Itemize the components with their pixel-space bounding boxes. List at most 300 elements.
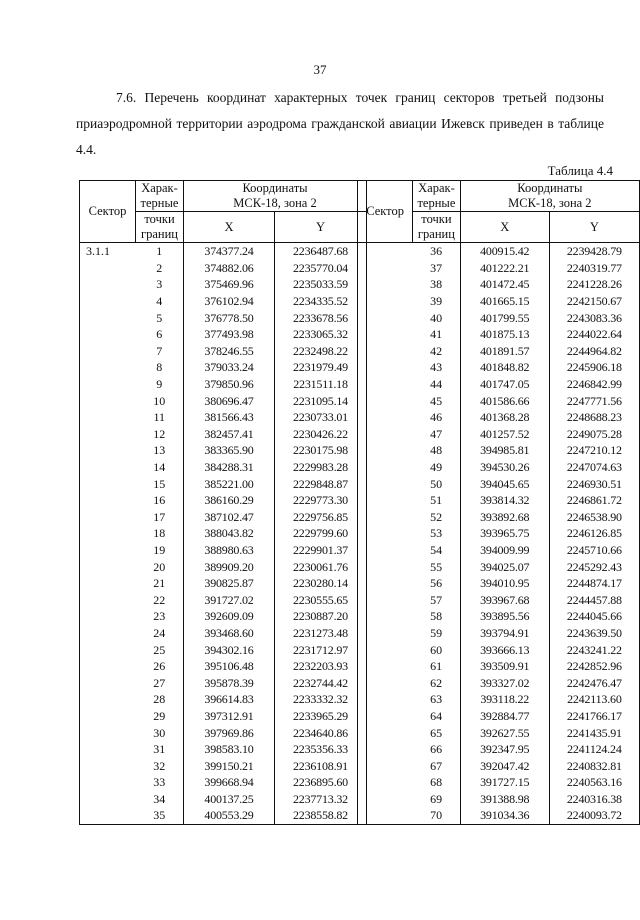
sector-cell: [80, 376, 136, 393]
table-row: [80, 625, 367, 642]
sector-cell: [358, 376, 413, 393]
header-points-cont: точки границ: [136, 212, 184, 243]
section-heading: 7.6. Перечень координат характерных точек границ секторов третьей подзоны приаэродромной территории аэродрома гражданской авиации Ижевск приведен в таблице 4.4.: [76, 90, 604, 157]
sector-cell: [80, 757, 136, 774]
table-row: [80, 774, 367, 791]
y-coordinate-cell: 2247074.63: [549, 459, 639, 476]
point-number-cell: 13: [136, 442, 184, 459]
table-row: [80, 791, 367, 808]
header-points: Харак- терные: [136, 181, 184, 212]
y-coordinate-cell: 2241766.17: [549, 708, 639, 725]
y-coordinate-cell: 2239428.79: [549, 243, 639, 260]
x-coordinate-cell: 388043.82: [184, 525, 275, 542]
point-number-cell: 27: [136, 674, 184, 691]
sector-cell: [80, 542, 136, 559]
point-number-cell: 31: [136, 741, 184, 758]
point-number-cell: 58: [413, 608, 461, 625]
table-row: [358, 359, 640, 376]
table-row: [80, 392, 367, 409]
y-coordinate-cell: 2246861.72: [549, 492, 639, 509]
point-number-cell: 12: [136, 426, 184, 443]
x-coordinate-cell: 401368.28: [460, 409, 549, 426]
y-coordinate-cell: 2230733.01: [275, 409, 367, 426]
sector-cell: [80, 359, 136, 376]
point-number-cell: 30: [136, 724, 184, 741]
x-coordinate-cell: 394530.26: [460, 459, 549, 476]
point-number-cell: 21: [136, 575, 184, 592]
sector-cell: [358, 691, 413, 708]
x-coordinate-cell: 392047.42: [460, 757, 549, 774]
x-coordinate-cell: 393892.68: [460, 509, 549, 526]
point-number-cell: 46: [413, 409, 461, 426]
x-coordinate-cell: 386160.29: [184, 492, 275, 509]
x-coordinate-cell: 392884.77: [460, 708, 549, 725]
x-coordinate-cell: 393509.91: [460, 658, 549, 675]
header-x: X: [460, 212, 549, 243]
y-coordinate-cell: 2236895.60: [275, 774, 367, 791]
point-number-cell: 51: [413, 492, 461, 509]
sector-cell: [358, 409, 413, 426]
y-coordinate-cell: 2245906.18: [549, 359, 639, 376]
point-number-cell: 42: [413, 343, 461, 360]
x-coordinate-cell: 400553.29: [184, 807, 275, 824]
table-row: [358, 376, 640, 393]
sector-cell: [358, 757, 413, 774]
sector-cell: [80, 807, 136, 824]
y-coordinate-cell: 2231095.14: [275, 392, 367, 409]
sector-cell: [358, 260, 413, 277]
table-row: [80, 409, 367, 426]
point-number-cell: 9: [136, 376, 184, 393]
table-row: [80, 542, 367, 559]
x-coordinate-cell: 401848.82: [460, 359, 549, 376]
sector-cell: [80, 492, 136, 509]
x-coordinate-cell: 393327.02: [460, 674, 549, 691]
y-coordinate-cell: 2246126.85: [549, 525, 639, 542]
y-coordinate-cell: 2235033.59: [275, 276, 367, 293]
point-number-cell: 57: [413, 591, 461, 608]
x-coordinate-cell: 379033.24: [184, 359, 275, 376]
y-coordinate-cell: 2232744.42: [275, 674, 367, 691]
header-sector: Сектор: [358, 181, 413, 243]
sector-cell: [80, 392, 136, 409]
table-row: [80, 575, 367, 592]
x-coordinate-cell: 393118.22: [460, 691, 549, 708]
table-row: [80, 708, 367, 725]
x-coordinate-cell: 391727.02: [184, 591, 275, 608]
y-coordinate-cell: 2237713.32: [275, 791, 367, 808]
y-coordinate-cell: 2230061.76: [275, 558, 367, 575]
point-number-cell: 67: [413, 757, 461, 774]
table-row: [80, 591, 367, 608]
point-number-cell: 43: [413, 359, 461, 376]
table-row: [80, 260, 367, 277]
sector-cell: [358, 426, 413, 443]
sector-cell: [80, 426, 136, 443]
header-y: Y: [275, 212, 367, 243]
table-row: [80, 276, 367, 293]
header-points-cont: точки границ: [413, 212, 461, 243]
x-coordinate-cell: 379850.96: [184, 376, 275, 393]
table-row: [358, 442, 640, 459]
y-coordinate-cell: 2236487.68: [275, 243, 367, 260]
table-row: [358, 575, 640, 592]
point-number-cell: 22: [136, 591, 184, 608]
table-row: [358, 542, 640, 559]
table-row: [358, 691, 640, 708]
table-row: [358, 475, 640, 492]
sector-cell: [358, 343, 413, 360]
table-row: [358, 608, 640, 625]
table-row: [358, 309, 640, 326]
y-coordinate-cell: 2240093.72: [549, 807, 639, 824]
sector-cell: [80, 625, 136, 642]
table-row: [358, 260, 640, 277]
y-coordinate-cell: 2232203.93: [275, 658, 367, 675]
y-coordinate-cell: 2229901.37: [275, 542, 367, 559]
coordinates-table-right: [357, 180, 640, 825]
point-number-cell: 61: [413, 658, 461, 675]
point-number-cell: 3: [136, 276, 184, 293]
y-coordinate-cell: 2241435.91: [549, 724, 639, 741]
table-row: [80, 509, 367, 526]
y-coordinate-cell: 2235770.04: [275, 260, 367, 277]
table-row: [80, 243, 367, 260]
point-number-cell: 36: [413, 243, 461, 260]
table-row: [80, 376, 367, 393]
x-coordinate-cell: 399668.94: [184, 774, 275, 791]
y-coordinate-cell: 2243639.50: [549, 625, 639, 642]
x-coordinate-cell: 382457.41: [184, 426, 275, 443]
y-coordinate-cell: 2238558.82: [275, 807, 367, 824]
x-coordinate-cell: 401472.45: [460, 276, 549, 293]
y-coordinate-cell: 2229983.28: [275, 459, 367, 476]
y-coordinate-cell: 2244045.66: [549, 608, 639, 625]
point-number-cell: 8: [136, 359, 184, 376]
sector-cell: [80, 276, 136, 293]
point-number-cell: 38: [413, 276, 461, 293]
table-row: [80, 492, 367, 509]
sector-cell: [358, 392, 413, 409]
header-coords: Координаты МСК-18, зона 2: [184, 181, 367, 212]
y-coordinate-cell: 2234335.52: [275, 293, 367, 310]
y-coordinate-cell: 2229799.60: [275, 525, 367, 542]
y-coordinate-cell: 2242150.67: [549, 293, 639, 310]
sector-cell: [358, 558, 413, 575]
sector-cell: [80, 608, 136, 625]
sector-cell: [80, 658, 136, 675]
coordinates-table-left: [79, 180, 367, 825]
x-coordinate-cell: 401586.66: [460, 392, 549, 409]
sector-cell: [80, 309, 136, 326]
table-row: [80, 807, 367, 824]
table-row: [358, 276, 640, 293]
sector-cell: [358, 658, 413, 675]
point-number-cell: 37: [413, 260, 461, 277]
sector-cell: [80, 343, 136, 360]
point-number-cell: 29: [136, 708, 184, 725]
table-row: [358, 708, 640, 725]
point-number-cell: 70: [413, 807, 461, 824]
sector-cell: [80, 791, 136, 808]
sector-cell: [358, 608, 413, 625]
point-number-cell: 60: [413, 641, 461, 658]
y-coordinate-cell: 2240316.38: [549, 791, 639, 808]
sector-cell: [358, 326, 413, 343]
sector-cell: [358, 509, 413, 526]
point-number-cell: 7: [136, 343, 184, 360]
point-number-cell: 53: [413, 525, 461, 542]
y-coordinate-cell: 2231273.48: [275, 625, 367, 642]
x-coordinate-cell: 399150.21: [184, 757, 275, 774]
point-number-cell: 59: [413, 625, 461, 642]
y-coordinate-cell: 2240319.77: [549, 260, 639, 277]
x-coordinate-cell: 392609.09: [184, 608, 275, 625]
sector-cell: [80, 741, 136, 758]
point-number-cell: 16: [136, 492, 184, 509]
table-row: [358, 558, 640, 575]
point-number-cell: 18: [136, 525, 184, 542]
point-number-cell: 55: [413, 558, 461, 575]
x-coordinate-cell: 395106.48: [184, 658, 275, 675]
point-number-cell: 10: [136, 392, 184, 409]
point-number-cell: 5: [136, 309, 184, 326]
table-row: [80, 724, 367, 741]
sector-cell: [80, 442, 136, 459]
x-coordinate-cell: 392347.95: [460, 741, 549, 758]
x-coordinate-cell: 395878.39: [184, 674, 275, 691]
x-coordinate-cell: 391388.98: [460, 791, 549, 808]
point-number-cell: 63: [413, 691, 461, 708]
y-coordinate-cell: 2241124.24: [549, 741, 639, 758]
point-number-cell: 4: [136, 293, 184, 310]
sector-cell: [358, 442, 413, 459]
x-coordinate-cell: 384288.31: [184, 459, 275, 476]
sector-cell: [80, 475, 136, 492]
point-number-cell: 15: [136, 475, 184, 492]
table-row: [80, 658, 367, 675]
point-number-cell: 69: [413, 791, 461, 808]
table-row: [358, 459, 640, 476]
x-coordinate-cell: 391727.15: [460, 774, 549, 791]
y-coordinate-cell: 2230280.14: [275, 575, 367, 592]
sector-cell: [358, 359, 413, 376]
table-row: [358, 525, 640, 542]
table-row: [80, 475, 367, 492]
point-number-cell: 32: [136, 757, 184, 774]
point-number-cell: 35: [136, 807, 184, 824]
y-coordinate-cell: 2232498.22: [275, 343, 367, 360]
x-coordinate-cell: 398583.10: [184, 741, 275, 758]
sector-cell: [80, 525, 136, 542]
y-coordinate-cell: 2247210.12: [549, 442, 639, 459]
x-coordinate-cell: 401665.15: [460, 293, 549, 310]
header-coords: Координаты МСК-18, зона 2: [460, 181, 639, 212]
sector-cell: [80, 326, 136, 343]
sector-cell: [358, 575, 413, 592]
table-row: [80, 608, 367, 625]
table-row: [80, 309, 367, 326]
y-coordinate-cell: 2230426.22: [275, 426, 367, 443]
table-row: [80, 293, 367, 310]
header-points: Харак- терные: [413, 181, 461, 212]
sector-cell: [358, 625, 413, 642]
x-coordinate-cell: 394045.65: [460, 475, 549, 492]
x-coordinate-cell: 400915.42: [460, 243, 549, 260]
x-coordinate-cell: 393965.75: [460, 525, 549, 542]
y-coordinate-cell: 2244874.17: [549, 575, 639, 592]
point-number-cell: 40: [413, 309, 461, 326]
point-number-cell: 65: [413, 724, 461, 741]
page-number: 37: [313, 62, 327, 77]
y-coordinate-cell: 2230887.20: [275, 608, 367, 625]
table-row: [80, 343, 367, 360]
table-row: [358, 625, 640, 642]
y-coordinate-cell: 2231979.49: [275, 359, 367, 376]
x-coordinate-cell: 381566.43: [184, 409, 275, 426]
y-coordinate-cell: 2235356.33: [275, 741, 367, 758]
x-coordinate-cell: 401799.55: [460, 309, 549, 326]
table-row: [80, 674, 367, 691]
x-coordinate-cell: 374377.24: [184, 243, 275, 260]
x-coordinate-cell: 394009.99: [460, 542, 549, 559]
y-coordinate-cell: 2229773.30: [275, 492, 367, 509]
table-caption: Таблица 4.4: [547, 163, 613, 178]
point-number-cell: 45: [413, 392, 461, 409]
table-row: [358, 392, 640, 409]
point-number-cell: 56: [413, 575, 461, 592]
sector-cell: [80, 509, 136, 526]
table-row: [358, 741, 640, 758]
table-row: [358, 774, 640, 791]
table-row: [358, 326, 640, 343]
sector-cell: [358, 791, 413, 808]
y-coordinate-cell: 2240832.81: [549, 757, 639, 774]
y-coordinate-cell: 2242476.47: [549, 674, 639, 691]
sector-cell: [358, 525, 413, 542]
x-coordinate-cell: 393794.91: [460, 625, 549, 642]
table-row: [80, 558, 367, 575]
table-row: [80, 741, 367, 758]
x-coordinate-cell: 393967.68: [460, 591, 549, 608]
point-number-cell: 66: [413, 741, 461, 758]
sector-cell: [80, 293, 136, 310]
point-number-cell: 11: [136, 409, 184, 426]
sector-cell: [358, 459, 413, 476]
x-coordinate-cell: 374882.06: [184, 260, 275, 277]
table-row: [358, 492, 640, 509]
y-coordinate-cell: 2233332.32: [275, 691, 367, 708]
sector-cell: [80, 459, 136, 476]
sector-cell: [358, 741, 413, 758]
y-coordinate-cell: 2245292.43: [549, 558, 639, 575]
x-coordinate-cell: 401257.52: [460, 426, 549, 443]
x-coordinate-cell: 393666.13: [460, 641, 549, 658]
y-coordinate-cell: 2233678.56: [275, 309, 367, 326]
sector-cell: [80, 774, 136, 791]
sector-cell: [80, 260, 136, 277]
table-row: [358, 409, 640, 426]
point-number-cell: 20: [136, 558, 184, 575]
x-coordinate-cell: 401222.21: [460, 260, 549, 277]
x-coordinate-cell: 393814.32: [460, 492, 549, 509]
x-coordinate-cell: 376102.94: [184, 293, 275, 310]
sector-cell: [80, 674, 136, 691]
table-row: [358, 243, 640, 260]
x-coordinate-cell: 375469.96: [184, 276, 275, 293]
sector-cell: [358, 293, 413, 310]
point-number-cell: 1: [136, 243, 184, 260]
x-coordinate-cell: 383365.90: [184, 442, 275, 459]
sector-cell: [80, 409, 136, 426]
y-coordinate-cell: 2244457.88: [549, 591, 639, 608]
sector-cell: [358, 243, 413, 260]
table-row: [80, 442, 367, 459]
sector-cell: [80, 691, 136, 708]
sector-cell: [358, 276, 413, 293]
sector-cell: [358, 774, 413, 791]
y-coordinate-cell: 2242113.60: [549, 691, 639, 708]
point-number-cell: 33: [136, 774, 184, 791]
table-row: [358, 641, 640, 658]
sector-cell: [358, 807, 413, 824]
point-number-cell: 54: [413, 542, 461, 559]
y-coordinate-cell: 2229756.85: [275, 509, 367, 526]
sector-cell: [358, 309, 413, 326]
table-row: [358, 658, 640, 675]
table-row: [358, 674, 640, 691]
point-number-cell: 34: [136, 791, 184, 808]
x-coordinate-cell: 387102.47: [184, 509, 275, 526]
sector-cell: [80, 724, 136, 741]
sector-cell: [80, 641, 136, 658]
x-coordinate-cell: 394302.16: [184, 641, 275, 658]
table-row: [358, 509, 640, 526]
sector-cell: [80, 708, 136, 725]
header-sector: Сектор: [80, 181, 136, 243]
point-number-cell: 64: [413, 708, 461, 725]
sector-cell: [358, 492, 413, 509]
point-number-cell: 6: [136, 326, 184, 343]
x-coordinate-cell: 391034.36: [460, 807, 549, 824]
y-coordinate-cell: 2230175.98: [275, 442, 367, 459]
x-coordinate-cell: 397312.91: [184, 708, 275, 725]
y-coordinate-cell: 2246538.90: [549, 509, 639, 526]
point-number-cell: 50: [413, 475, 461, 492]
table-row: [358, 791, 640, 808]
y-coordinate-cell: 2236108.91: [275, 757, 367, 774]
x-coordinate-cell: 388980.63: [184, 542, 275, 559]
y-coordinate-cell: 2244022.64: [549, 326, 639, 343]
point-number-cell: 24: [136, 625, 184, 642]
point-number-cell: 48: [413, 442, 461, 459]
point-number-cell: 62: [413, 674, 461, 691]
sector-cell: [358, 708, 413, 725]
table-row: [80, 757, 367, 774]
x-coordinate-cell: 393895.56: [460, 608, 549, 625]
x-coordinate-cell: 394985.81: [460, 442, 549, 459]
sector-cell: [358, 641, 413, 658]
table-row: [358, 807, 640, 824]
x-coordinate-cell: 376778.50: [184, 309, 275, 326]
header-x: X: [184, 212, 275, 243]
point-number-cell: 2: [136, 260, 184, 277]
y-coordinate-cell: 2234640.86: [275, 724, 367, 741]
x-coordinate-cell: 378246.55: [184, 343, 275, 360]
sector-cell: 3.1.1: [80, 243, 136, 260]
point-number-cell: 68: [413, 774, 461, 791]
y-coordinate-cell: 2243241.22: [549, 641, 639, 658]
